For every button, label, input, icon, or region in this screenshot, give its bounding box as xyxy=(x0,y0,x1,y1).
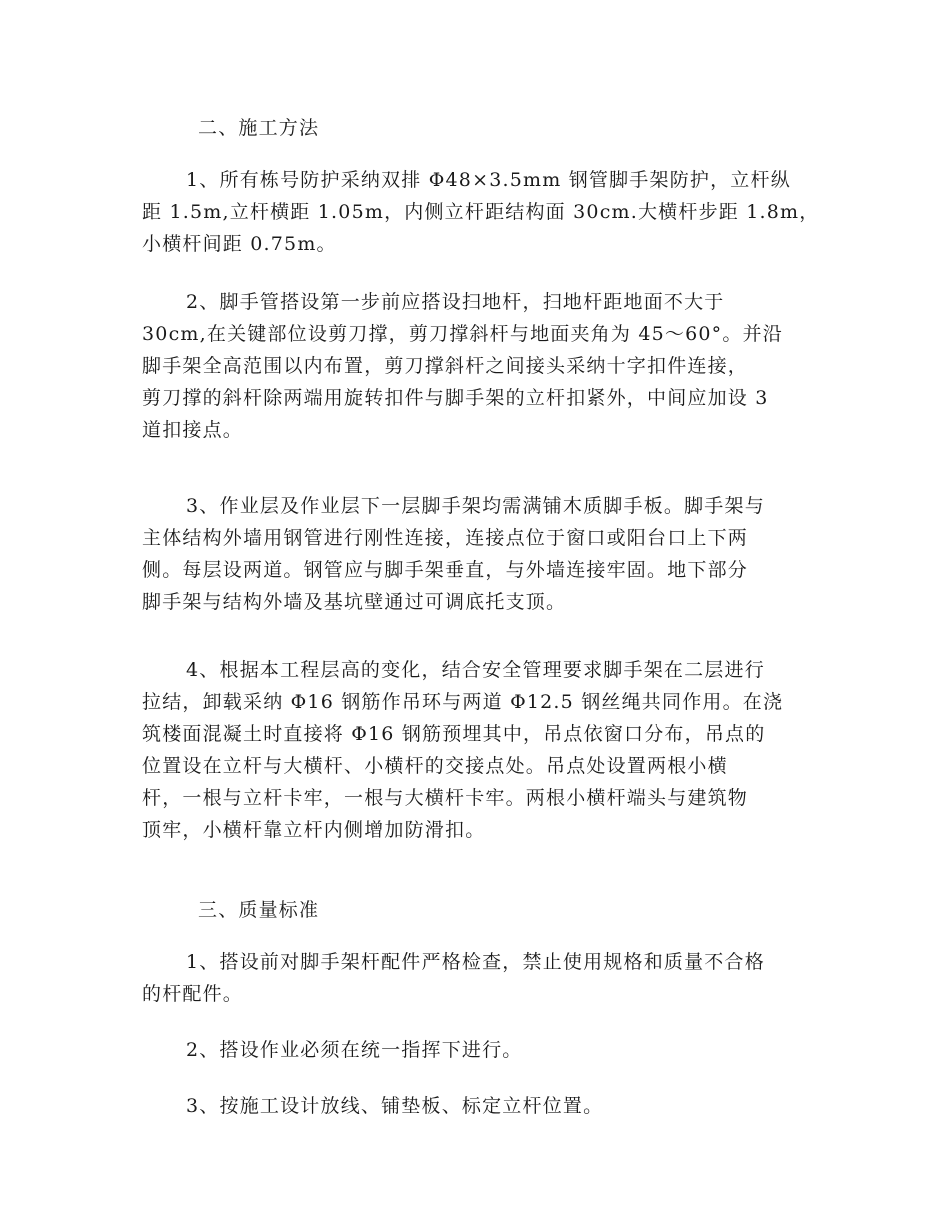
quality-paragraph-1 xyxy=(142,946,814,1010)
paragraph-line: 3、按施工设计放线、铺垫板、标定立杆位置。 xyxy=(186,1095,604,1117)
paragraph-line: 4、根据本工程层高的变化，结合安全管理要求脚手架在二层进行 xyxy=(186,659,765,681)
paragraph-line: 30cm,在关键部位设剪刀撑，剪刀撑斜杆与地面夹角为 45～60°。并沿 xyxy=(142,323,783,345)
quality-paragraph-3 xyxy=(142,1090,814,1122)
paragraph-line: 主体结构外墙用钢管进行刚性连接，连接点位于窗口或阳台口上下两 xyxy=(142,527,749,549)
paragraph-line: 脚手架与结构外墙及基坑壁通过可调底托支顶。 xyxy=(142,591,567,613)
method-paragraph-3 xyxy=(142,490,814,618)
paragraph-line: 的杆配件。 xyxy=(142,983,244,1005)
section-heading-construction-methods xyxy=(198,112,798,144)
heading-text: 二、施工方法 xyxy=(198,117,320,139)
paragraph-line: 筑楼面混凝土时直接将 Φ16 钢筋预埋其中，吊点依窗口分布，吊点的 xyxy=(142,723,766,745)
paragraph-line: 顶牢，小横杆靠立杆内侧增加防滑扣。 xyxy=(142,819,486,841)
method-paragraph-1 xyxy=(142,164,820,260)
paragraph-line: 3、作业层及作业层下一层脚手架均需满铺木质脚手板。脚手架与 xyxy=(186,495,765,517)
method-paragraph-4 xyxy=(142,654,814,846)
paragraph-line: 剪刀撑的斜杆除两端用旋转扣件与脚手架的立杆扣紧外，中间应加设 3 xyxy=(142,387,769,409)
paragraph-line: 1、所有栋号防护采纳双排 Φ48×3.5mm 钢管脚手架防护，立杆纵 xyxy=(186,169,791,191)
paragraph-line: 道扣接点。 xyxy=(142,419,244,441)
method-paragraph-2 xyxy=(142,286,814,446)
paragraph-line: 小横杆间距 0.75m。 xyxy=(142,233,337,255)
paragraph-line: 侧。每层设两道。钢管应与脚手架垂直，与外墙连接牢固。地下部分 xyxy=(142,559,749,581)
paragraph-line: 拉结，卸载采纳 Φ16 钢筋作吊环与两道 Φ12.5 钢丝绳共同作用。在浇 xyxy=(142,691,784,713)
section-heading-quality-standards xyxy=(198,894,798,926)
paragraph-line: 脚手架全高范围以内布置，剪刀撑斜杆之间接头采纳十字扣件连接， xyxy=(142,355,749,377)
paragraph-line: 2、脚手管搭设第一步前应搭设扫地杆，扫地杆距地面不大于 xyxy=(186,291,725,313)
paragraph-line: 1、搭设前对脚手架杆配件严格检查，禁止使用规格和质量不合格 xyxy=(186,951,765,973)
heading-text: 三、质量标准 xyxy=(198,899,320,921)
paragraph-line: 杆，一根与立杆卡牢，一根与大横杆卡牢。两根小横杆端头与建筑物 xyxy=(142,787,749,809)
quality-paragraph-2 xyxy=(142,1034,814,1066)
paragraph-line: 距 1.5m,立杆横距 1.05m，内侧立杆距结构面 30cm.大横杆步距 1.8m， xyxy=(142,201,820,223)
paragraph-line: 2、搭设作业必须在统一指挥下进行。 xyxy=(186,1039,523,1061)
paragraph-line: 位置设在立杆与大横杆、小横杆的交接点处。吊点处设置两根小横 xyxy=(142,755,728,777)
